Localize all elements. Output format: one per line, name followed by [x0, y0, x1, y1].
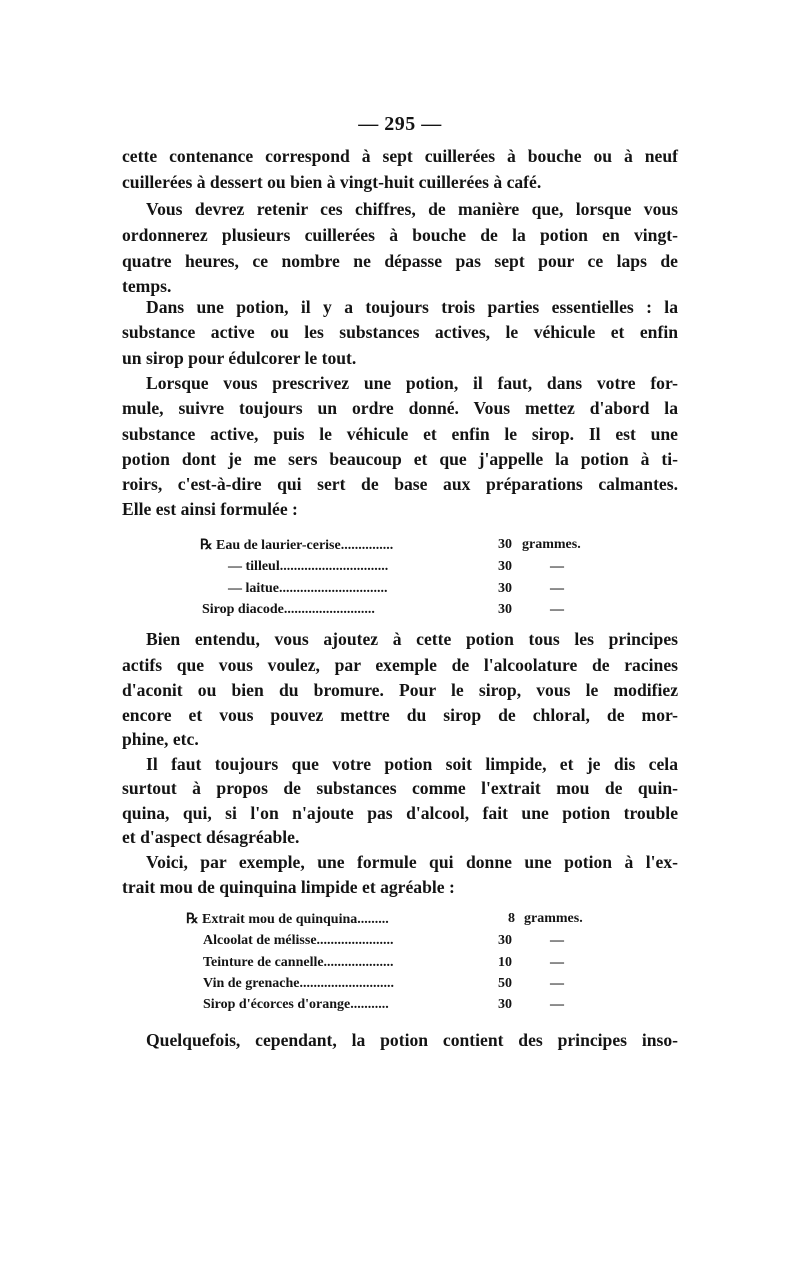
text-line: d'aconit ou bien du bromure. Pour le sirop, vous le modifiez	[122, 680, 678, 700]
formula-unit: grammes.	[522, 537, 581, 552]
text-line: Voici, par exemple, une formule qui donne une potion à l'ex-	[146, 852, 678, 872]
text-line: phine, etc.	[122, 729, 199, 749]
text-line: un sirop pour édulcorer le tout.	[122, 348, 357, 368]
formula-quantity: 10	[498, 955, 512, 970]
formula-ingredient: ℞ Eau de laurier-cerise...............	[200, 538, 394, 553]
text-line: roirs, c'est-à-dire qui sert de base aux préparations calmantes.	[122, 474, 678, 494]
formula-ingredient: Sirop d'écorces d'orange...........	[203, 997, 389, 1012]
formula-quantity: 30	[498, 602, 512, 617]
formula-unit: —	[550, 602, 564, 617]
formula-quantity: 30	[498, 559, 512, 574]
formula-ingredient: Sirop diacode..........................	[202, 602, 375, 617]
text-line: potion dont je me sers beaucoup et que j'appelle la potion à ti-	[122, 449, 678, 469]
formula-quantity: 30	[498, 933, 512, 948]
text-line: substance active ou les substances actives, le véhicule et enfin	[122, 322, 678, 342]
formula-ingredient: Vin de grenache...........................	[203, 976, 394, 991]
text-line: Bien entendu, vous ajoutez à cette potion tous les principes	[146, 629, 678, 649]
formula-unit: grammes.	[524, 911, 583, 926]
text-line: mule, suivre toujours un ordre donné. Vous mettez d'abord la	[122, 398, 678, 418]
formula-quantity: 50	[498, 976, 512, 991]
formula-ingredient: — laitue...............................	[228, 581, 388, 596]
text-line: surtout à propos de substances comme l'extrait mou de quin-	[122, 778, 678, 798]
text-line: Elle est ainsi formulée :	[122, 499, 298, 519]
text-line: temps.	[122, 276, 172, 296]
text-line: quina, qui, si l'on n'ajoute pas d'alcool, fait une potion trouble	[122, 803, 678, 823]
text-line: cette contenance correspond à sept cuillerées à bouche ou à neuf	[122, 146, 678, 166]
formula-unit: —	[550, 581, 564, 596]
text-line: Quelquefois, cependant, la potion contient des principes inso-	[146, 1030, 678, 1050]
formula-unit: —	[550, 955, 564, 970]
formula-ingredient: ℞ Extrait mou de quinquina.........	[186, 912, 389, 927]
text-line: encore et vous pouvez mettre du sirop de chloral, de mor-	[122, 705, 678, 725]
formula-unit: —	[550, 933, 564, 948]
text-line: Vous devrez retenir ces chiffres, de manière que, lorsque vous	[146, 199, 678, 219]
text-line: Lorsque vous prescrivez une potion, il faut, dans votre for-	[146, 373, 678, 393]
formula-quantity: 30	[498, 581, 512, 596]
text-line: trait mou de quinquina limpide et agréable :	[122, 877, 455, 897]
page-number: — 295 —	[358, 113, 442, 135]
formula-quantity: 30	[498, 997, 512, 1012]
formula-quantity: 8	[508, 911, 515, 926]
text-line: cuillerées à dessert ou bien à vingt-huit cuillerées à café.	[122, 172, 542, 192]
formula-unit: —	[550, 997, 564, 1012]
formula-ingredient: Teinture de cannelle....................	[203, 955, 394, 970]
formula-unit: —	[550, 559, 564, 574]
formula-unit: —	[550, 976, 564, 991]
text-line: Il faut toujours que votre potion soit limpide, et je dis cela	[146, 754, 678, 774]
text-line: et d'aspect désagréable.	[122, 827, 300, 847]
text-line: Dans une potion, il y a toujours trois parties essentielles : la	[146, 297, 678, 317]
formula-ingredient: Alcoolat de mélisse......................	[203, 933, 394, 948]
text-line: substance active, puis le véhicule et enfin le sirop. Il est une	[122, 424, 678, 444]
formula-ingredient: — tilleul...............................	[228, 559, 389, 574]
text-line: quatre heures, ce nombre ne dépasse pas sept pour ce laps de	[122, 251, 678, 271]
text-line: actifs que vous voulez, par exemple de l'alcoolature de racines	[122, 655, 678, 675]
formula-quantity: 30	[498, 537, 512, 552]
text-line: ordonnerez plusieurs cuillerées à bouche de la potion en vingt-	[122, 225, 678, 245]
